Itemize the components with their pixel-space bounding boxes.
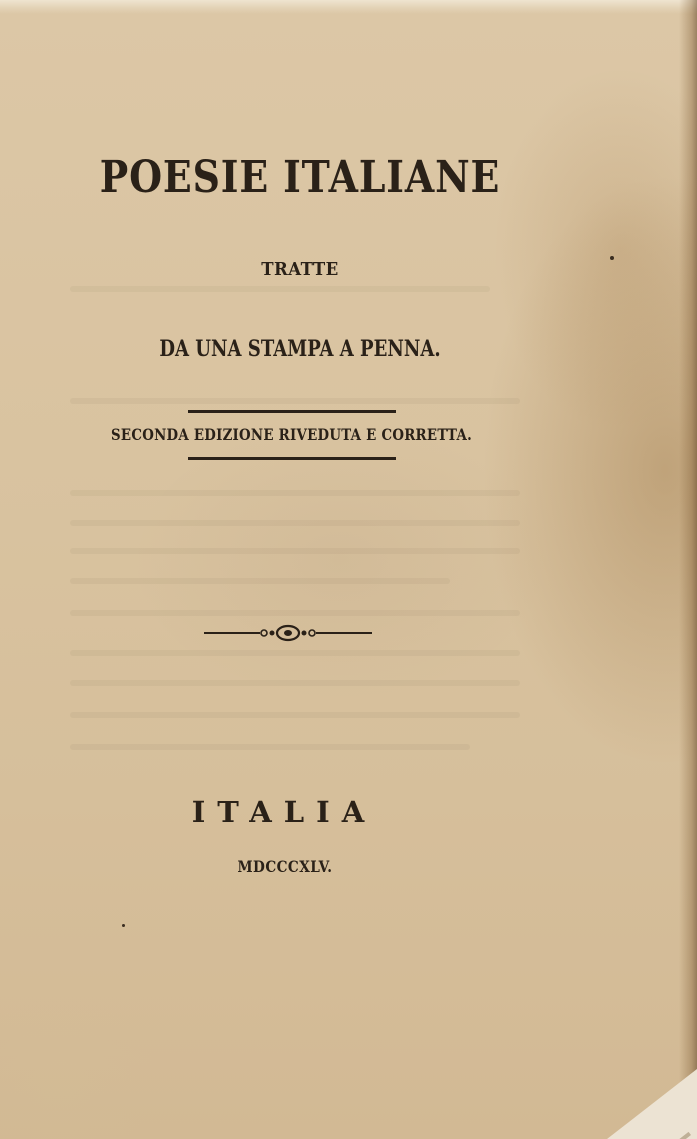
ink-speck: [122, 924, 125, 927]
show-through-line: [70, 490, 520, 496]
page-title: POESIE ITALIANE: [99, 152, 501, 203]
fore-edge-shadow: [679, 0, 697, 1139]
show-through-line: [70, 680, 520, 686]
show-through-line: [70, 650, 520, 656]
show-through-line: [70, 398, 520, 404]
show-through-line: [70, 712, 520, 718]
printer-ornament-icon: [200, 620, 376, 646]
show-through-line: [70, 548, 520, 554]
torn-top-edge: [0, 0, 697, 14]
ink-speck: [610, 256, 614, 260]
subtitle-source: DA UNA STAMPA A PENNA.: [159, 336, 441, 362]
rule-bottom: [188, 457, 396, 460]
imprint-year: MDCCCXLV.: [237, 857, 333, 876]
show-through-line: [70, 744, 470, 750]
subtitle-tratte: TRATTE: [261, 259, 339, 280]
folded-corner: [607, 1069, 697, 1139]
edition-note: SECONDA EDIZIONE RIVEDUTA E CORRETTA.: [111, 425, 472, 444]
show-through-line: [70, 578, 450, 584]
show-through-line: [70, 520, 520, 526]
imprint-place: ITALIA: [191, 795, 377, 829]
show-through-line: [70, 610, 520, 616]
rule-top: [188, 410, 396, 413]
show-through-line: [70, 286, 490, 292]
